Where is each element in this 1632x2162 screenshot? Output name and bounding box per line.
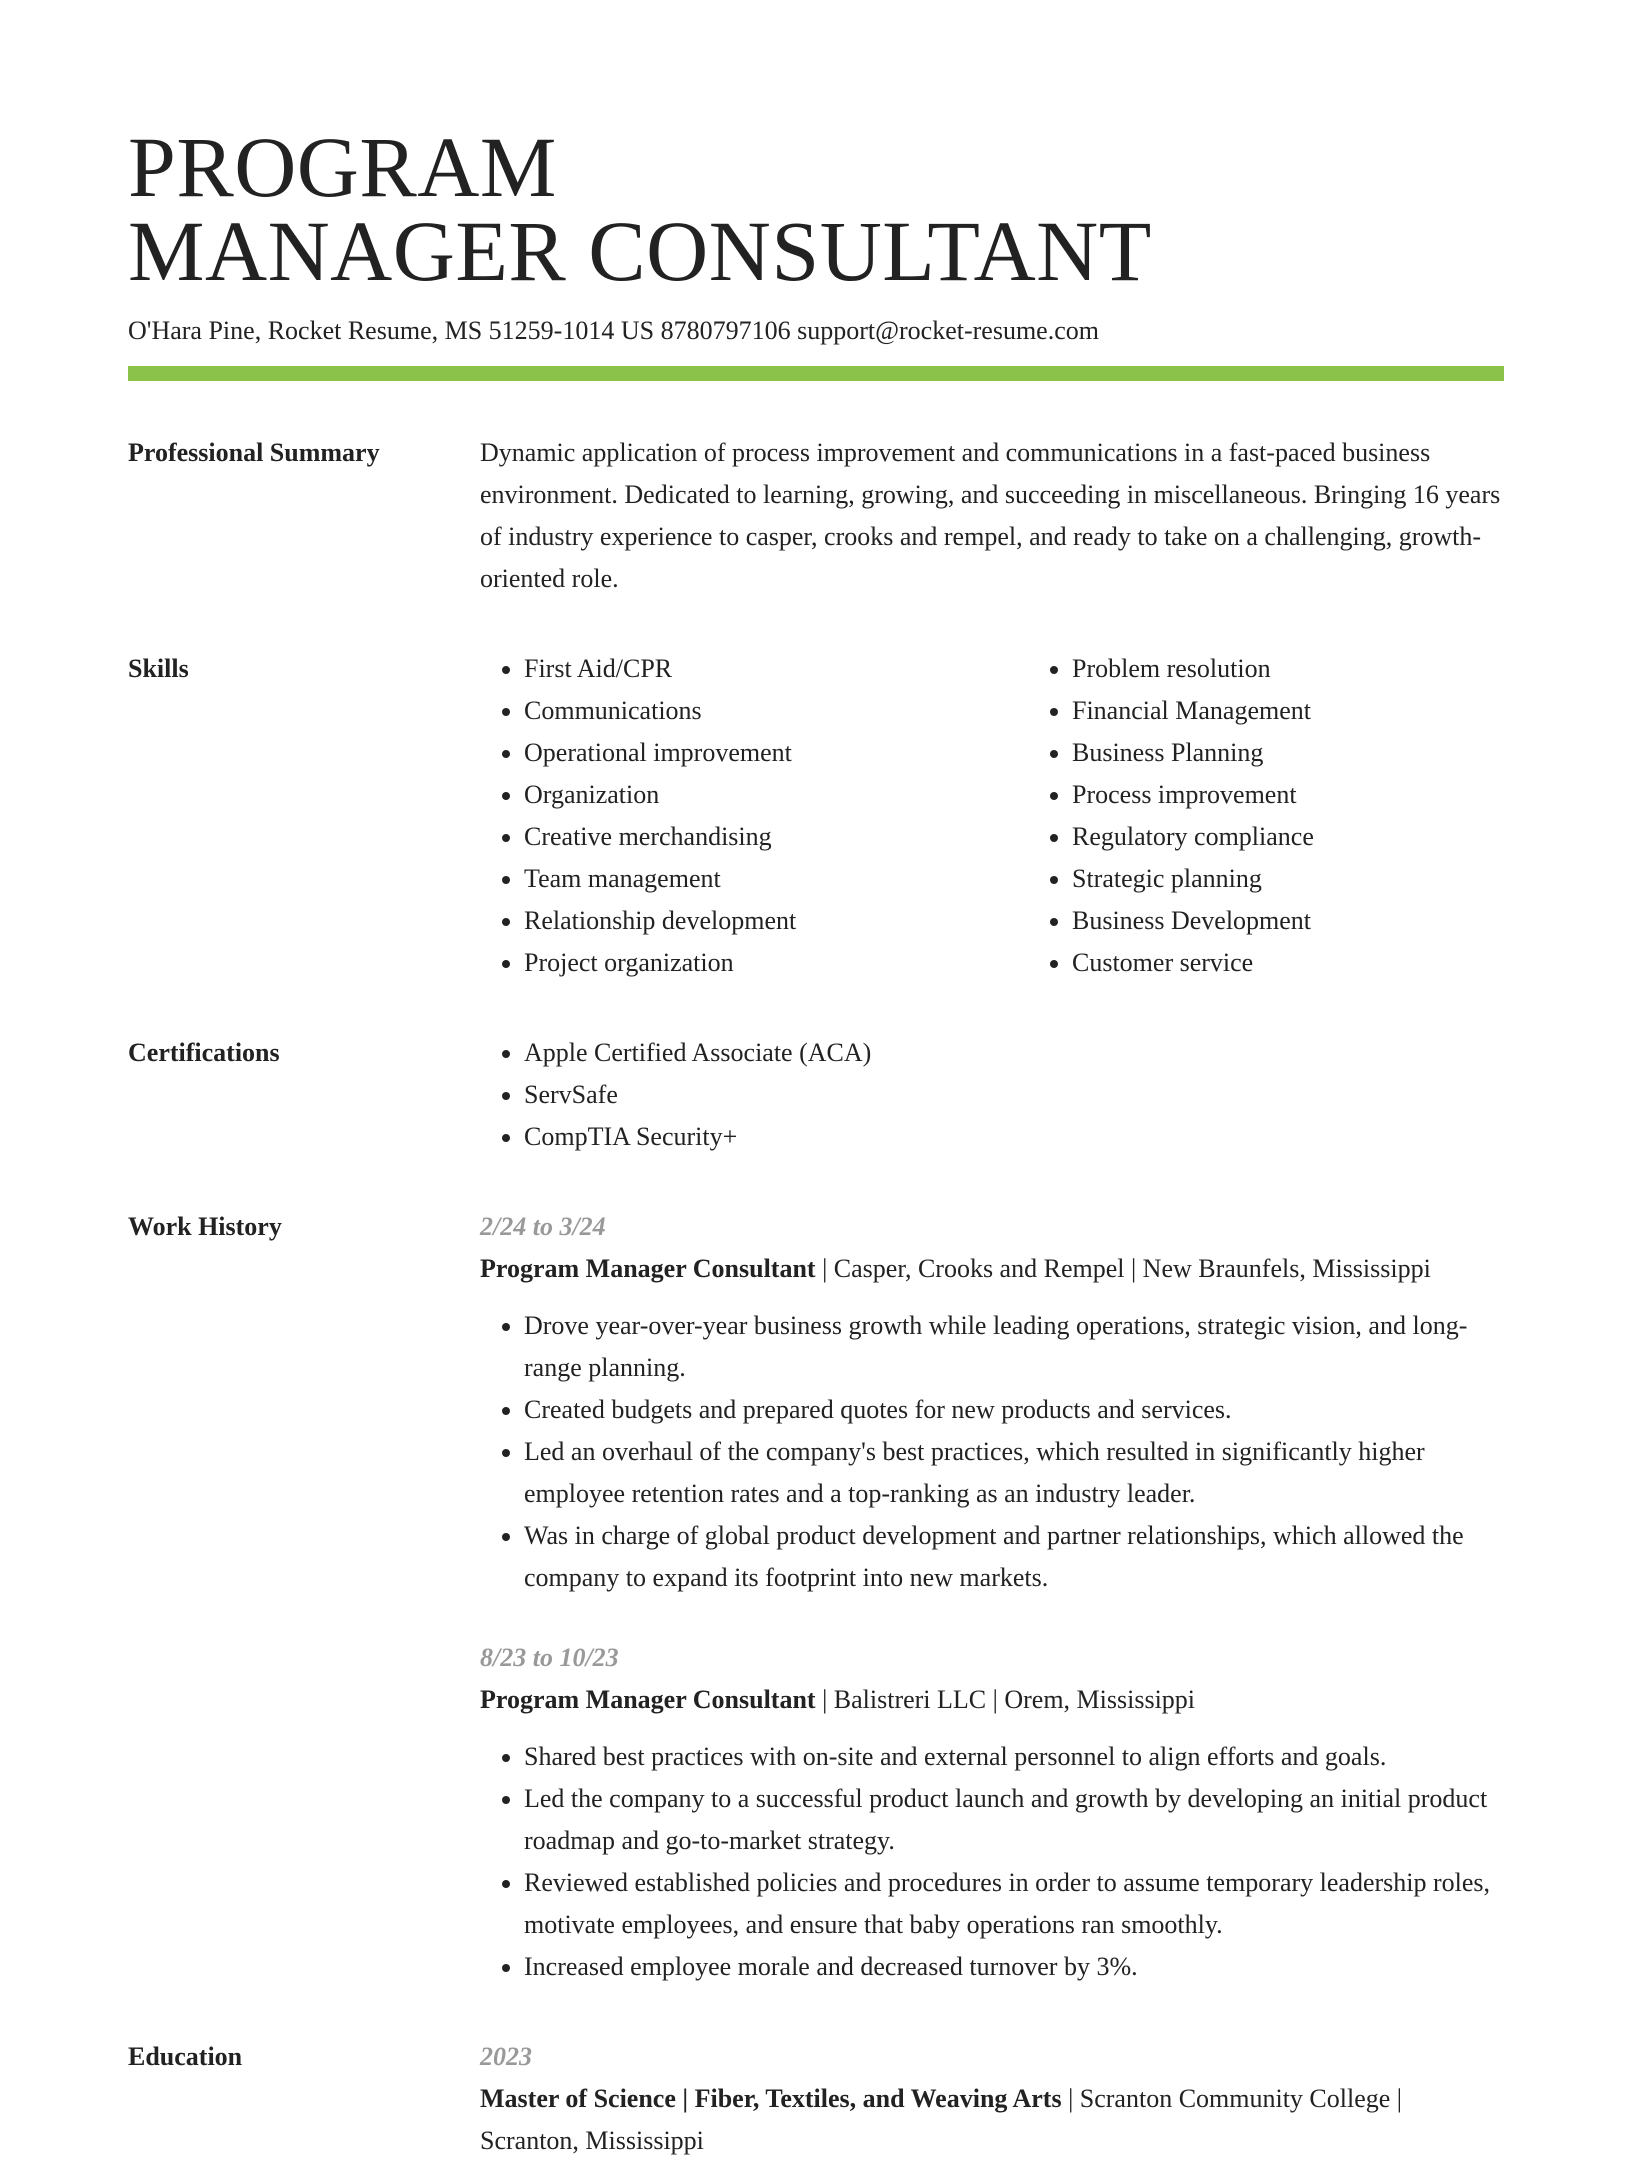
job-title: Program Manager Consultant xyxy=(480,1685,816,1714)
skills-content xyxy=(480,648,1576,984)
certifications-content xyxy=(480,1032,1504,1158)
section-label-skills: Skills xyxy=(128,654,189,683)
skills-section xyxy=(128,648,1504,984)
title-line-1: PROGRAM xyxy=(128,119,557,215)
skill-item: • Business Development xyxy=(1072,900,1576,942)
certifications-list xyxy=(480,1032,1504,1158)
education-details: | Scranton Community College | Scranton, Mississippi xyxy=(480,2084,1402,2155)
certification-item: • Apple Certified Associate (ACA) xyxy=(524,1032,1504,1074)
certifications-section xyxy=(128,1032,1504,1158)
skill-item: • Organization xyxy=(524,774,1028,816)
education-line xyxy=(480,2078,1504,2162)
job-role-line xyxy=(480,1248,1504,1290)
skill-item: • Customer service xyxy=(1072,942,1576,984)
skill-item: • Relationship development xyxy=(524,900,1028,942)
work-history-section xyxy=(128,1206,1504,1988)
skills-list-right xyxy=(1028,648,1576,984)
section-label-work-history: Work History xyxy=(128,1212,282,1241)
skills-list-left xyxy=(480,648,1028,984)
education-content xyxy=(480,2036,1504,2162)
job-bullet: • Led an overhaul of the company's best practices, which resulted in significantly higher employee retention rates and a top-ranking as an industry leader. xyxy=(524,1431,1504,1515)
skill-item: • Regulatory compliance xyxy=(1072,816,1576,858)
job-bullet: • Increased employee morale and decreased turnover by 3%. xyxy=(524,1946,1504,1988)
skill-item: • Project organization xyxy=(524,942,1028,984)
section-label-education: Education xyxy=(128,2042,243,2071)
skill-item: • Financial Management xyxy=(1072,690,1576,732)
job-bullets xyxy=(480,1305,1504,1599)
education-section xyxy=(128,2036,1504,2162)
skill-item: • Problem resolution xyxy=(1072,648,1576,690)
skill-item: • First Aid/CPR xyxy=(524,648,1028,690)
skill-item: • Business Planning xyxy=(1072,732,1576,774)
job-bullet: • Drove year-over-year business growth while leading operations, strategic vision, and long-range planning. xyxy=(524,1305,1504,1389)
section-label-certifications: Certifications xyxy=(128,1038,280,1067)
accent-divider xyxy=(128,366,1504,381)
job-details: | Balistreri LLC | Orem, Mississippi xyxy=(815,1685,1196,1714)
job-bullet: • Led the company to a successful product launch and growth by developing an initial product roadmap and go-to-market strategy. xyxy=(524,1778,1504,1862)
job-details: | Casper, Crooks and Rempel | New Braunfels, Mississippi xyxy=(815,1254,1431,1283)
title-line-2: MANAGER CONSULTANT xyxy=(128,203,1152,299)
skill-item: • Operational improvement xyxy=(524,732,1028,774)
page-title xyxy=(128,119,1504,299)
certification-item: • ServSafe xyxy=(524,1074,1504,1116)
skill-item: • Process improvement xyxy=(1072,774,1576,816)
job-entry xyxy=(480,1206,1504,1599)
contact-info: O'Hara Pine, Rocket Resume, MS 51259-1014 US 8780797106 support@rocket-resume.com xyxy=(128,316,1099,345)
job-bullet: • Was in charge of global product development and partner relationships, which allowed the company to expand its footprint into new markets. xyxy=(524,1515,1504,1599)
job-bullets xyxy=(480,1736,1504,1988)
skill-item: • Strategic planning xyxy=(1072,858,1576,900)
job-dates: 2/24 to 3/24 xyxy=(480,1212,606,1241)
skill-item: • Communications xyxy=(524,690,1028,732)
summary-content xyxy=(480,432,1504,600)
summary-text: Dynamic application of process improvement and communications in a fast-paced business environment. Dedicated to learning, growing, and succeeding in miscellaneous. Bringing 16 years of industry experience to casper, crooks and rempel, and ready to take on a challenging, growth-oriented role. xyxy=(480,438,1501,593)
job-role-line xyxy=(480,1679,1504,1721)
certification-item: • CompTIA Security+ xyxy=(524,1116,1504,1158)
skill-item: • Team management xyxy=(524,858,1028,900)
resume-page xyxy=(128,119,1504,2162)
education-year: 2023 xyxy=(480,2042,532,2071)
job-entry xyxy=(480,1637,1504,1988)
work-history-content xyxy=(480,1206,1504,1988)
job-bullet: • Created budgets and prepared quotes for new products and services. xyxy=(524,1389,1504,1431)
job-bullet: • Shared best practices with on-site and external personnel to align efforts and goals. xyxy=(524,1736,1504,1778)
job-bullet: • Reviewed established policies and procedures in order to assume temporary leadership roles, motivate employees, and ensure that baby operations ran smoothly. xyxy=(524,1862,1504,1946)
skill-item: • Creative merchandising xyxy=(524,816,1028,858)
job-dates: 8/23 to 10/23 xyxy=(480,1643,619,1672)
education-degree: Master of Science | Fiber, Textiles, and Weaving Arts xyxy=(480,2084,1062,2113)
summary-section xyxy=(128,432,1504,600)
job-title: Program Manager Consultant xyxy=(480,1254,816,1283)
section-label-summary: Professional Summary xyxy=(128,438,380,467)
